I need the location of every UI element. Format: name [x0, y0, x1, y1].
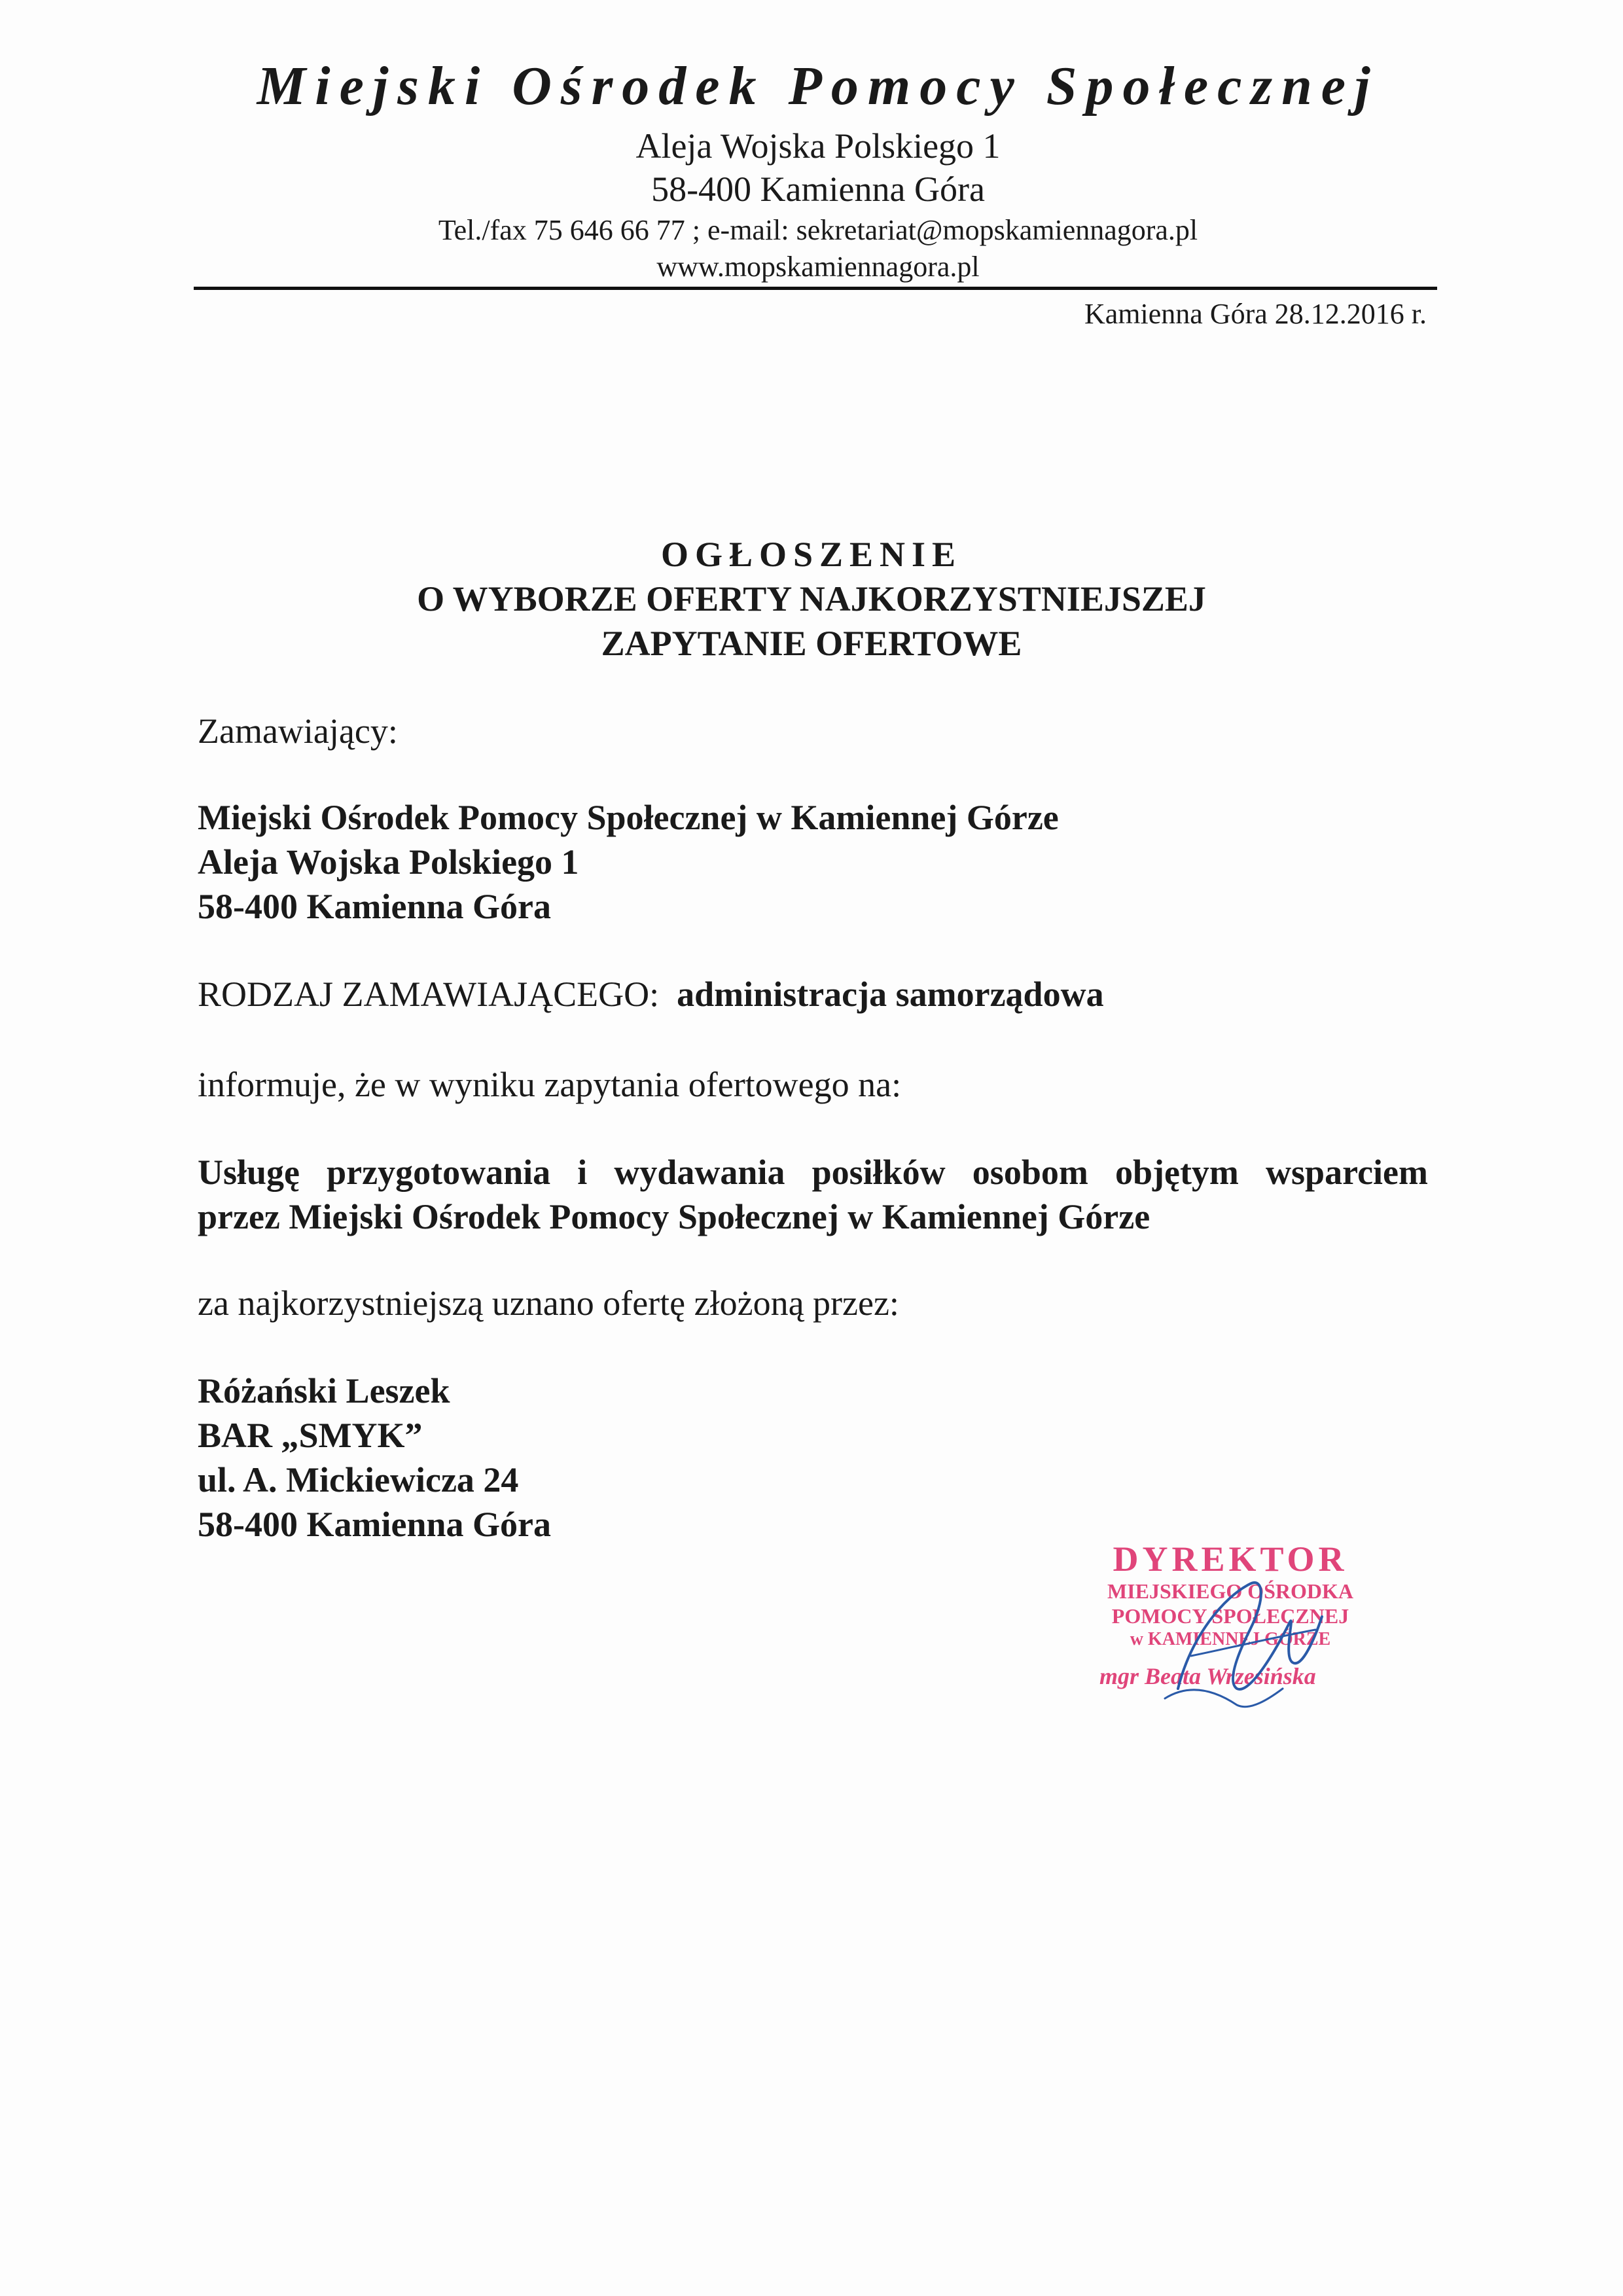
ordering-party-name: Miejski Ośrodek Pomocy Społecznej w Kamiennej Górze — [198, 798, 1059, 837]
best-offer-intro: za najkorzystniejszą uznano ofertę złożoną przez: — [198, 1283, 899, 1323]
letterhead-contact: Tel./fax 75 646 66 77 ; e-mail: sekretariat@mopskamiennagora.pl — [438, 214, 1198, 246]
announcement-title: OGŁOSZENIE — [660, 535, 963, 574]
letterhead-city: 58-400 Kamienna Góra — [651, 170, 985, 209]
handwritten-signature — [1152, 1558, 1361, 1715]
letterhead-street: Aleja Wojska Polskiego 1 — [635, 126, 1001, 166]
document-date: Kamienna Góra 28.12.2016 r. — [1084, 298, 1427, 330]
winner-city: 58-400 Kamienna Góra — [198, 1505, 551, 1544]
announcement-subtitle: O WYBORZE OFERTY NAJKORZYSTNIEJSZEJ — [417, 579, 1206, 619]
announcement-subject: ZAPYTANIE OFERTOWE — [601, 624, 1022, 663]
service-description-line1: Usługę przygotowania i wydawania posiłków osobom objętym wsparciem — [198, 1153, 1428, 1192]
service-description-line2: przez Miejski Ośrodek Pomocy Społecznej w Kamiennej Górze — [198, 1197, 1150, 1236]
winner-street: ul. A. Mickiewicza 24 — [198, 1460, 519, 1499]
ordering-party-street: Aleja Wojska Polskiego 1 — [198, 842, 579, 882]
winner-business: BAR „SMYK” — [198, 1416, 423, 1455]
letterhead-org-name: Miejski Ośrodek Pomocy Społecznej — [257, 56, 1380, 117]
informs-text: informuje, że w wyniku zapytania ofertowego na: — [198, 1065, 902, 1104]
stamp-title: DYREKTOR — [1113, 1539, 1348, 1579]
ordering-party-city: 58-400 Kamienna Góra — [198, 887, 551, 926]
winner-name: Różański Leszek — [198, 1371, 450, 1410]
letterhead-website: www.mopskamiennagora.pl — [656, 251, 980, 283]
stamp-line3: w KAMIENNEJ GÓRZE — [1130, 1629, 1331, 1649]
stamp-signatory: mgr Beata Wrzesińska — [1099, 1663, 1316, 1689]
stamp-line2: POMOCY SPOŁECZNEJ — [1111, 1604, 1349, 1628]
ordering-party-type — [198, 977, 1104, 1012]
stamp-line1: MIEJSKIEGO OŚRODKA — [1107, 1579, 1354, 1603]
ordering-party-label: Zamawiający: — [198, 711, 398, 751]
type-label: RODZAJ ZAMAWIAJĄCEGO: — [198, 975, 660, 1014]
letterhead-divider — [194, 287, 1437, 290]
type-value: administracja samorządowa — [677, 975, 1104, 1014]
